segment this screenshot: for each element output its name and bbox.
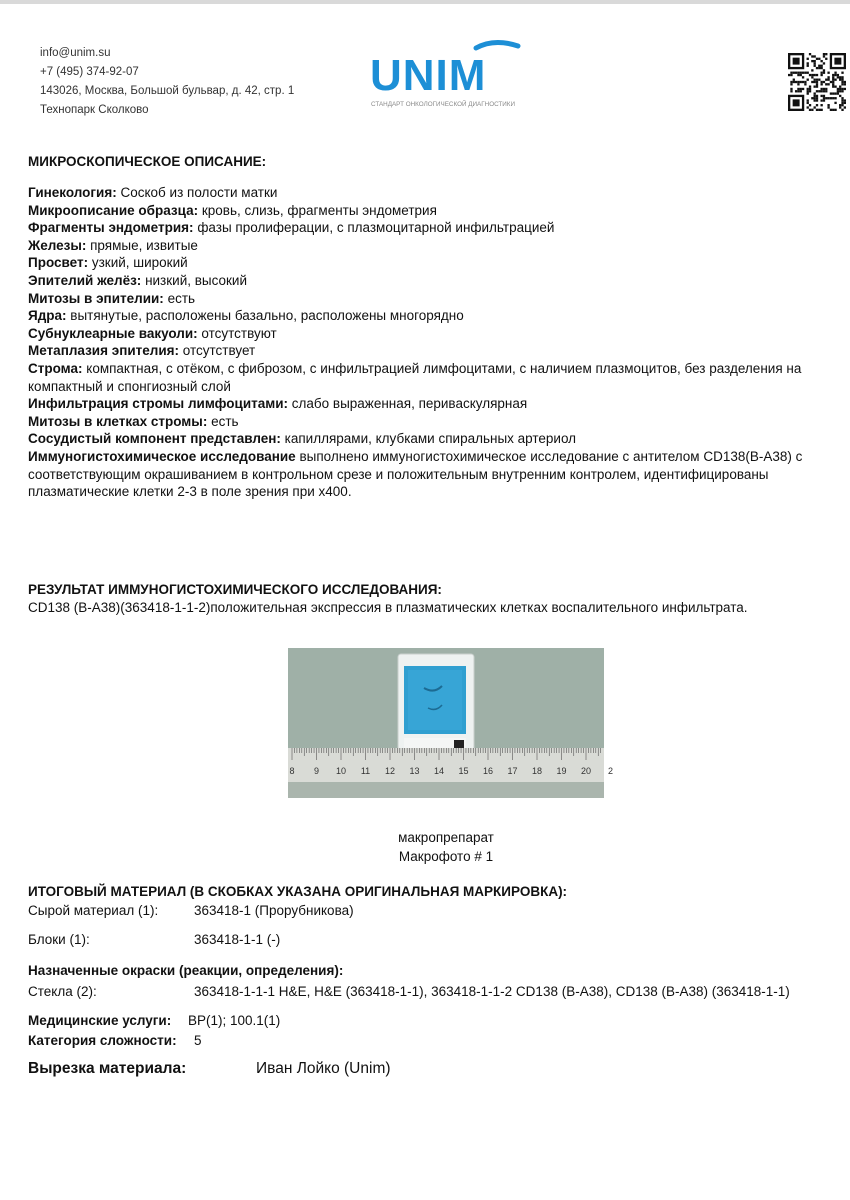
micro-row-label: Фрагменты эндометрия: [28, 220, 194, 236]
stains-title: Назначенные окраски (реакции, определения): [28, 963, 344, 978]
micro-row-value: отсутствуют [201, 325, 277, 341]
top-border [0, 0, 850, 4]
micro-row [28, 395, 838, 413]
micro-row [28, 202, 838, 220]
ruler-label: 16 [482, 766, 494, 776]
ruler-label: 14 [433, 766, 445, 776]
ruler [288, 748, 604, 782]
micro-row-label: Эпителий желёз: [28, 272, 142, 288]
macro-photo [288, 648, 614, 798]
logo-tagline: СТАНДАРТ ОНКОЛОГИЧЕСКОЙ ДИАГНОСТИКИ [371, 101, 516, 108]
cut-label: Вырезка материала: [28, 1060, 187, 1077]
ruler-label: 8 [289, 766, 295, 776]
final-material-title: ИТОГОВЫЙ МАТЕРИАЛ (В СКОБКАХ УКАЗАНА ОРИГИНАЛЬНАЯ МАРКИРОВКА): [28, 884, 568, 899]
micro-row [28, 430, 838, 448]
micro-row-label: Строма: [28, 360, 83, 376]
raw-material-value: 363418-1 (Прорубникова) [194, 903, 354, 918]
blocks-value: 363418-1-1 (-) [194, 932, 281, 947]
micro-title: МИКРОСКОПИЧЕСКОЕ ОПИСАНИЕ: [28, 154, 267, 169]
ihc-result-text: CD138 (B-A38)(363418-1-1-2)положительная экспрессия в плазматических клетках воспалительного инфильтрата. [28, 600, 748, 615]
ruler-label: 18 [531, 766, 543, 776]
slides-label: Стекла (2): [28, 984, 97, 999]
micro-row-value: кровь, слизь, фрагменты эндометрия [201, 202, 437, 218]
micro-row [28, 184, 838, 202]
micro-row [28, 325, 838, 343]
contact-phone: +7 (495) 374-92-07 [40, 66, 139, 78]
contact-park: Технопарк Сколково [40, 104, 149, 116]
blocks-label: Блоки (1): [28, 932, 90, 947]
ruler-label: 20 [580, 766, 592, 776]
micro-row [28, 448, 838, 501]
micro-row-value: есть [167, 290, 196, 306]
micro-row-label: Инфильтрация стромы лимфоцитами: [28, 396, 289, 412]
ruler-label: 11 [360, 766, 371, 776]
photo-caption-2: Макрофото # 1 [398, 849, 494, 864]
micro-row-label: Сосудистый компонент представлен: [28, 431, 281, 447]
micro-row [28, 307, 838, 325]
micro-row [28, 342, 838, 360]
micro-row [28, 272, 838, 290]
micro-row-label: Микроописание образца: [28, 202, 199, 218]
micro-row-label: Митозы в клетках стромы: [28, 413, 208, 429]
micro-row-label: Метаплазия эпителия: [28, 343, 180, 359]
micro-row [28, 290, 838, 308]
micro-row [28, 237, 838, 255]
micro-row-label: Железы: [28, 237, 87, 253]
contact-address: 143026, Москва, Большой бульвар, д. 42, стр. 1 [40, 85, 295, 97]
logo-wordmark: UNIM [370, 51, 487, 100]
slides-value: 363418-1-1-1 H&E, H&E (363418-1-1), 363418-1-1-2 CD138 (B-A38), CD138 (B-A38) (363418-1-1) [194, 984, 790, 999]
ruler-label: 10 [335, 766, 347, 776]
ruler-label: 19 [556, 766, 567, 776]
micro-row-value: прямые, извитые [90, 237, 198, 253]
micro-row [28, 413, 838, 431]
micro-description [28, 184, 838, 501]
ruler-label: 17 [507, 766, 518, 776]
micro-row-value: выполнено иммуногистохимическое исследование с антителом CD138(B-A38) с соответствующим окрашиванием в контрольном срезе и положительным внутренним контролем, идентифицированы плазматические клетки 2-3 в поле зрения при х400. [28, 448, 803, 500]
micro-row-value: вытянутые, расположены базально, расположены многорядно [70, 308, 464, 324]
micro-row-label: Митозы в эпителии: [28, 290, 164, 306]
photo-caption-1: макропрепарат [398, 830, 494, 845]
raw-material-label: Сырой материал (1): [28, 903, 159, 918]
ruler-label: 2 [607, 766, 614, 776]
complexity-value: 5 [194, 1033, 202, 1048]
micro-row-value: отсутствует [182, 343, 256, 359]
micro-row-value: компактная, с отёком, с фиброзом, с инфильтрацией лимфоцитами, с наличием плазмоцитов, без разделения на компактный и спонгиозный слой [28, 360, 802, 394]
ruler-label: 12 [384, 766, 396, 776]
cut-value: Иван Лойко (Unim) [256, 1060, 391, 1077]
micro-row-value: слабо выраженная, периваскулярная [291, 396, 528, 412]
micro-row-label: Субнуклеарные вакуоли: [28, 325, 198, 341]
complexity-label: Категория сложности: [28, 1033, 177, 1048]
micro-row-value: низкий, высокий [145, 272, 248, 288]
ruler-label: 13 [409, 766, 420, 776]
services-value: BP(1); 100.1(1) [188, 1013, 281, 1028]
ihc-title: РЕЗУЛЬТАТ ИММУНОГИСТОХИМИЧЕСКОГО ИССЛЕДОВАНИЯ: [28, 582, 442, 597]
micro-row-label: Просвет: [28, 255, 89, 271]
logo-swoosh [476, 42, 518, 48]
micro-row-value: капиллярами, клубками спиральных артериол [284, 431, 577, 447]
micro-row-value: есть [211, 413, 239, 429]
ruler-label: 9 [313, 766, 320, 776]
services-label: Медицинские услуги: [28, 1013, 172, 1028]
micro-row-label: Гинекология: [28, 185, 117, 200]
contact-block [40, 44, 294, 120]
micro-row [28, 219, 838, 237]
qr-code [788, 52, 846, 112]
micro-row-value: узкий, широкий [91, 255, 188, 271]
micro-row [28, 360, 838, 395]
micro-row [28, 254, 838, 272]
micro-row-label: Иммуногистохимическое исследование [28, 448, 296, 464]
unim-logo [368, 38, 533, 110]
micro-row-value: фазы пролиферации, с плазмоцитарной инфильтрацией [197, 220, 555, 236]
contact-email: info@unim.su [40, 47, 111, 59]
micro-row-value: Соскоб из полости матки [120, 185, 278, 200]
micro-row-label: Ядра: [28, 308, 67, 324]
ruler-label: 15 [458, 766, 469, 776]
